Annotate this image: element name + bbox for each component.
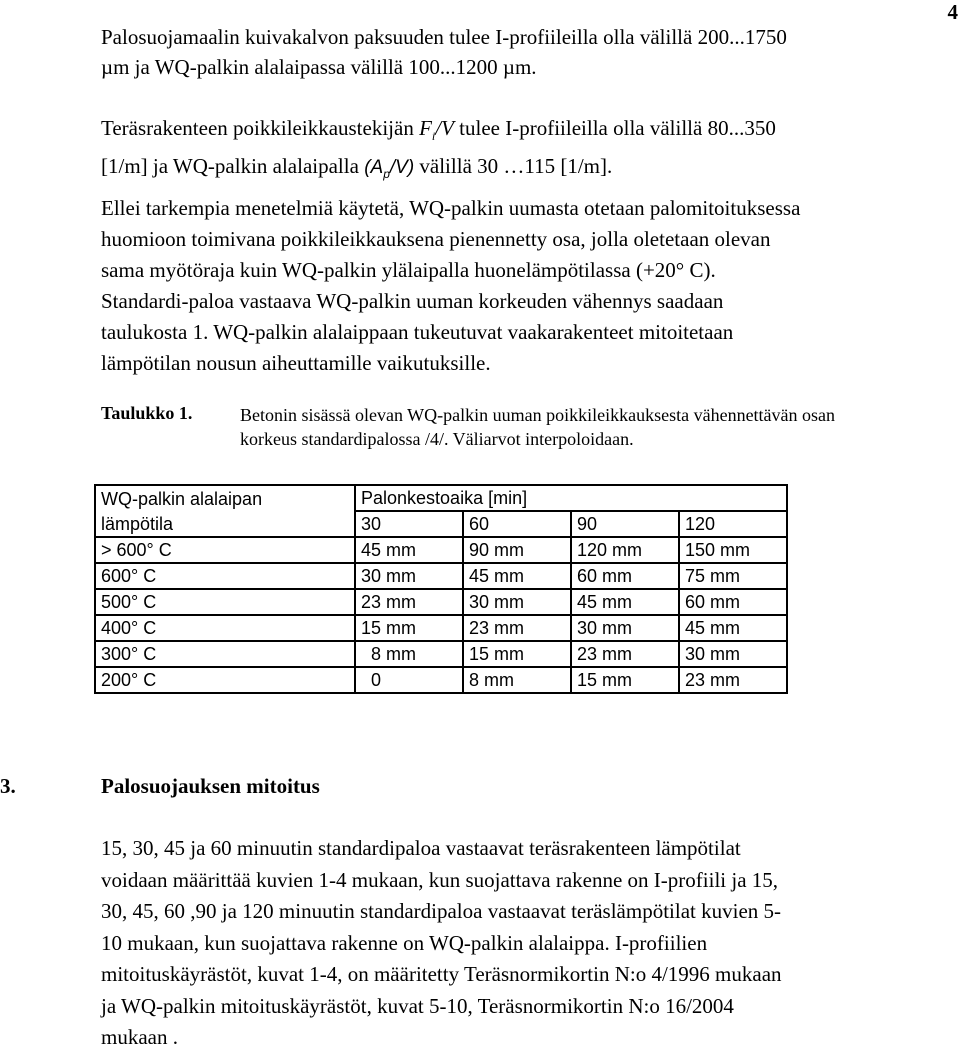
table-cell: 150 mm	[679, 537, 787, 563]
para3-line: taulukosta 1. WQ-palkin alalaippaan tukeutuvat vaakarakenteet mitoitetaan	[101, 320, 734, 344]
para2-line1-post: tulee I-profiileilla olla välillä 80...350	[453, 116, 776, 140]
header-col-60: 60	[463, 511, 571, 537]
header-col-120: 120	[679, 511, 787, 537]
table-cell: 8 mm	[463, 667, 571, 693]
table-cell: 0	[355, 667, 463, 693]
table-row	[95, 615, 787, 641]
row-label: 400° C	[95, 615, 355, 641]
page-number: 4	[947, 0, 958, 24]
para4-line: ja WQ-palkin mitoituskäyrästöt, kuvat 5-10, Teräsnormikortin N:o 16/2004	[101, 993, 734, 1018]
table-cell: 45 mm	[355, 537, 463, 563]
para2-line2-pre: [1/m] ja WQ-palkin alalaipalla	[101, 154, 365, 179]
para3-line: huomioon toimivana poikkileikkauksena pienennetty osa, jolla oletetaan olevan	[101, 227, 771, 251]
table-cell: 75 mm	[679, 563, 787, 589]
table-cell: 30 mm	[355, 563, 463, 589]
table-cell: 60 mm	[571, 563, 679, 589]
row-label: > 600° C	[95, 537, 355, 563]
header-col-30: 30	[355, 511, 463, 537]
table-cell: 15 mm	[571, 667, 679, 693]
paragraph-dimensioning	[101, 833, 941, 1054]
row-label: 300° C	[95, 641, 355, 667]
paragraph-coating-thickness	[101, 22, 941, 82]
para4-line: 10 mukaan, kun suojattava rakenne on WQ-palkin alalaippa. I-profiilien	[101, 930, 708, 955]
paragraph-section-factor	[101, 113, 941, 189]
para4-line: mitoituskäyrästöt, kuvat 1-4, on määritetty Teräsnormikortin N:o 4/1996 mukaan	[101, 962, 782, 986]
header-fire-resistance: Palonkestoaika [min]	[355, 485, 787, 511]
para4-line: 15, 30, 45 ja 60 minuutin standardipaloa vastaavat teräsrakenteen lämpötilat	[101, 836, 741, 860]
table-cell: 30 mm	[571, 615, 679, 641]
table-cell: 23 mm	[355, 589, 463, 615]
caption-line2: korkeus standardipalossa /4/. Väliarvot interpoloidaan.	[240, 429, 634, 449]
reduction-table	[94, 484, 788, 694]
table-cell: 60 mm	[679, 589, 787, 615]
table-header-row-2	[95, 511, 787, 537]
table-row	[95, 641, 787, 667]
para3-line: Ellei tarkempia menetelmiä käytetä, WQ-palkin uumasta otetaan palomitoituksessa	[101, 196, 801, 220]
formula-F: F	[419, 116, 432, 140]
table-cell: 90 mm	[463, 537, 571, 563]
table-cell: 15 mm	[355, 615, 463, 641]
para4-line: 30, 45, 60 ,90 ja 120 minuutin standardipaloa vastaavat teräslämpötilat kuvien 5-	[101, 899, 782, 923]
section-number: 3.	[0, 774, 16, 798]
row-label: 200° C	[95, 667, 355, 693]
para2-line2-post: välillä 30 …115 [1/m].	[414, 154, 613, 179]
table-cell: 120 mm	[571, 537, 679, 563]
formula-sub-i: i	[431, 129, 436, 144]
para1-line1: Palosuojamaalin kuivakalvon paksuuden tulee I-profiileilla olla välillä 200...1750	[101, 25, 787, 49]
para2-line1-pre: Teräsrakenteen poikkileikkaustekijän	[101, 116, 420, 140]
table-caption-label: Taulukko 1.	[101, 403, 193, 423]
table-cell: 45 mm	[463, 563, 571, 589]
table-cell: 30 mm	[463, 589, 571, 615]
section-heading	[0, 774, 320, 799]
row-label: 500° C	[95, 589, 355, 615]
table-header-row-1	[95, 485, 787, 511]
table-row	[95, 667, 787, 693]
table-cell: 15 mm	[463, 641, 571, 667]
table-cell: 30 mm	[679, 641, 787, 667]
formula-sub-p: p	[383, 167, 390, 182]
formula-Ap: (A	[364, 157, 384, 179]
table-row	[95, 589, 787, 615]
header-temperature-top: WQ-palkin alalaipan	[95, 485, 355, 511]
table-row	[95, 563, 787, 589]
formula-Ap-V: /V)	[389, 157, 415, 179]
header-temperature-bottom: lämpötila	[95, 511, 355, 537]
section-title: Palosuojauksen mitoitus	[101, 774, 320, 798]
caption-line1: Betonin sisässä olevan WQ-palkin uuman poikkileikkauksesta vähennettävän osan	[240, 405, 836, 425]
header-col-90: 90	[571, 511, 679, 537]
para4-line: voidaan määrittää kuvien 1-4 mukaan, kun suojattava rakenne on I-profiili ja 15,	[101, 867, 779, 892]
formula-V: /V	[435, 116, 454, 140]
para3-line: Standardi-paloa vastaava WQ-palkin uuman korkeuden vähennys saadaan	[101, 289, 724, 313]
table-cell: 45 mm	[571, 589, 679, 615]
table-cell: 23 mm	[679, 667, 787, 693]
para4-line: mukaan .	[101, 1025, 178, 1049]
table-cell: 8 mm	[355, 641, 463, 667]
table-caption-text	[240, 403, 960, 451]
row-label: 600° C	[95, 563, 355, 589]
para3-line: sama myötöraja kuin WQ-palkin ylälaipalla huonelämpötilassa (+20° C).	[101, 258, 716, 282]
table-cell: 23 mm	[571, 641, 679, 667]
paragraph-web-reduction	[101, 193, 941, 379]
table-cell: 45 mm	[679, 615, 787, 641]
para1-line2: µm ja WQ-palkin alalaipassa välillä 100...1200 µm.	[101, 55, 537, 79]
para3-line: lämpötilan nousun aiheuttamille vaikutuksille.	[101, 351, 491, 375]
table-cell: 23 mm	[463, 615, 571, 641]
table-row	[95, 537, 787, 563]
